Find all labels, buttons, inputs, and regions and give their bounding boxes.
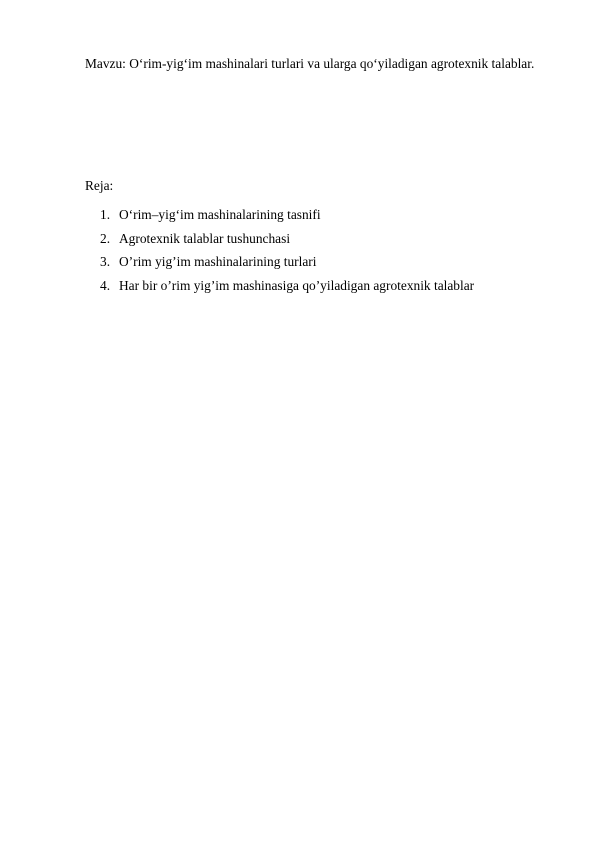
plan-item — [100, 278, 474, 302]
plan-item-number: 4. — [100, 277, 111, 293]
plan-item-number: 2. — [100, 230, 111, 246]
plan-heading: Reja: — [85, 178, 114, 193]
plan-item-text: Agrotexnik talablar tushunchasi — [119, 230, 291, 246]
plan-item-text: O‘rim–yig‘im mashinalarining tasnifi — [119, 207, 321, 222]
plan-item-text: Har bir o’rim yig’im mashinasiga qo’yiladigan agrotexnik talablar — [119, 277, 475, 293]
plan-item — [100, 207, 474, 231]
plan-list — [100, 207, 474, 301]
plan-item-text: O’rim yig’im mashinalarining turlari — [119, 254, 317, 269]
topic-line: Mavzu: O‘rim-yig‘im mashinalari turlari va ularga qo‘yiladigan agrotexnik talablar. — [85, 56, 535, 71]
plan-item-number: 1. — [100, 207, 111, 222]
plan-item-number: 3. — [100, 254, 111, 269]
plan-item — [100, 231, 474, 255]
plan-item — [100, 254, 474, 278]
